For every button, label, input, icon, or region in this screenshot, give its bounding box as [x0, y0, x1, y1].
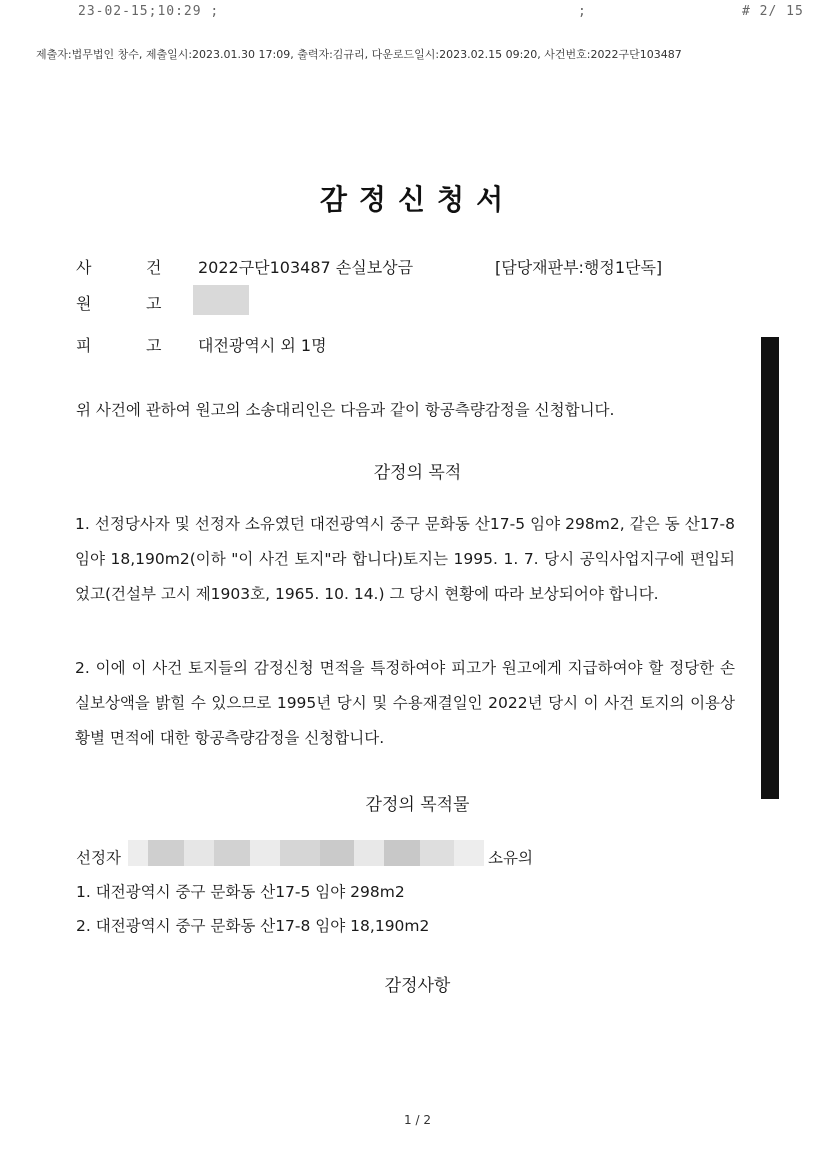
- fax-header-middle: ;: [578, 4, 586, 19]
- fax-header-left: 23-02-15;10:29 ;: [78, 4, 220, 19]
- object-item-2: 2. 대전광역시 중구 문화동 산17-8 임야 18,190m2: [76, 917, 430, 935]
- case-label-2: 건: [146, 258, 162, 277]
- defendant-label-1: 피: [76, 336, 92, 355]
- scan-side-bar: [761, 337, 779, 799]
- defendant-label-2: 고: [146, 336, 162, 355]
- case-number: 2022구단103487 손실보상금: [198, 258, 414, 277]
- owner-names-redaction: [128, 840, 484, 866]
- plaintiff-label-1: 원: [76, 294, 92, 313]
- matters-heading: 감정사항: [384, 976, 451, 996]
- plaintiff-label-2: 고: [146, 294, 162, 313]
- objects-heading: 감정의 목적물: [365, 795, 470, 815]
- purpose-paragraph-1: 1. 선정당사자 및 선정자 소유였던 대전광역시 중구 문화동 산17-5 임야 298m2, 같은 동 산17-8 임야 18,190m2(이하 "이 사건 토지"라 합니다)토지는 1995. 1. 7. 당시 공익사업지구에 편입되었고(건설부 고시 제1903호, 1965. 10. 14.) 그 당시 현황에 따라 보상되어야 합니다.: [75, 515, 735, 603]
- plaintiff-name-redaction: [193, 285, 249, 315]
- owner-suffix: 소유의: [488, 849, 533, 867]
- intro-paragraph: 위 사건에 관하여 원고의 소송대리인은 다음과 같이 항공측량감정을 신청합니다.: [76, 401, 615, 419]
- case-label-1: 사: [76, 258, 92, 277]
- object-item-1: 1. 대전광역시 중구 문화동 산17-5 임야 298m2: [76, 883, 405, 901]
- document-title: 감정신청서: [319, 183, 516, 216]
- page-number: 1 / 2: [404, 1113, 431, 1127]
- owner-prefix: 선정자: [76, 849, 121, 867]
- fax-header-page: # 2/ 15: [742, 4, 804, 19]
- purpose-paragraph-2: 2. 이에 이 사건 토지들의 감정신청 면적을 특정하여야 피고가 원고에게 지급하여야 할 정당한 손실보상액을 밝힐 수 있으므로 1995년 당시 및 수용재결일인 2022년 당시 이 사건 토지의 이용상황별 면적에 대한 항공측량감정을 신청합니다.: [75, 659, 735, 747]
- court-division: [담당재판부:행정1단독]: [495, 258, 663, 277]
- purpose-heading: 감정의 목적: [373, 463, 462, 483]
- submission-meta-line: 제출자:법무법인 창수, 제출일시:2023.01.30 17:09, 출력자:김규리, 다운로드일시:2023.02.15 09:20, 사건번호:2022구단103487: [36, 48, 682, 61]
- defendant-name: 대전광역시 외 1명: [198, 336, 327, 355]
